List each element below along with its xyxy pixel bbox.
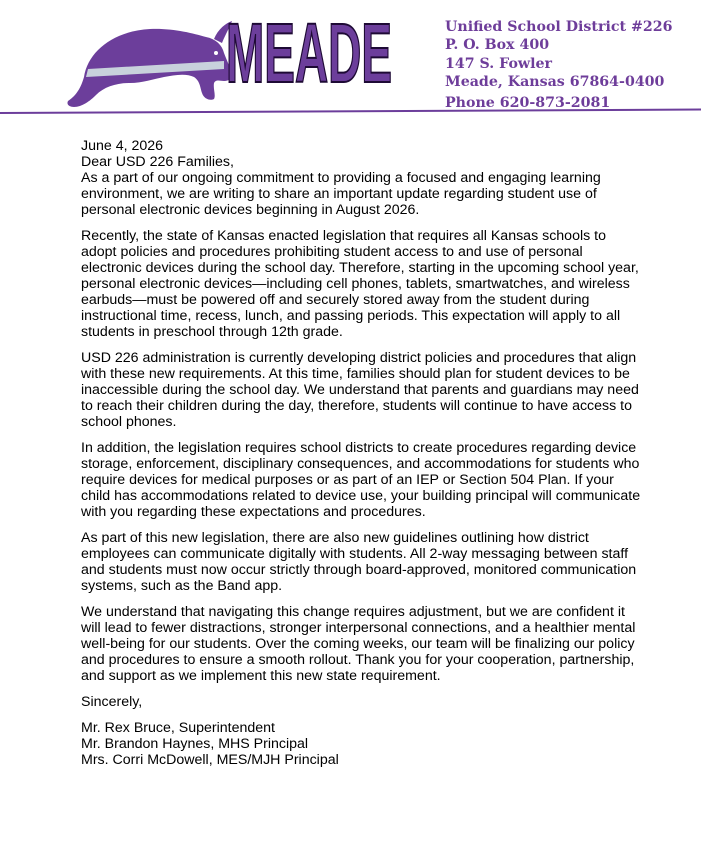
letterhead-divider [0,108,701,114]
phone-number: Phone 620-873-2081 [445,95,611,112]
signature-superintendent: Mr. Rex Bruce, Superintendent [81,720,275,736]
district-contact-block [445,18,695,112]
signature-mhs-principal: Mr. Brandon Haynes, MHS Principal [81,736,309,752]
letter-body [81,138,641,768]
po-box: P. O. Box 400 [445,37,550,54]
paragraph-accommodations: In addition, the legislation requires school districts to create procedures regarding device storage, enforcement, disciplinary consequences, and accommodations for students who require devices for medical purposes or as part of an IEP or Section 504 Plan. If your child has accommodations related to device use, your building principal will communicate with you regarding these expectations and procedures. [81,440,641,520]
street-address: 147 S. Fowler [445,55,553,72]
meade-wordmark [224,10,394,90]
signature-mes-mjh-principal: Mrs. Corri McDowell, MES/MJH Principal [81,752,339,768]
city-state-zip: Meade, Kansas 67864-0400 [445,73,665,90]
letterhead [0,0,701,114]
closing: Sincerely, [81,694,143,710]
signature-block [81,720,641,768]
paragraph-administration: USD 226 administration is currently developing district policies and procedures that align with these new requirements. At this time, families should plan for student devices to be inaccessible during the school day. We understand that parents and guardians may need to reach their children during the day, therefore, students will continue to have access to school phones. [81,350,639,430]
paragraph-communication: As part of this new legislation, there are also new guidelines outlining how district employees can communicate digitally with students. All 2-way messaging between staff and students must now occur strictly through board-approved, monitored communication systems, such as the Band app. [81,530,637,594]
paragraph-legislation: Recently, the state of Kansas enacted legislation that requires all Kansas schools to adopt policies and procedures prohibiting student access to and use of personal electronic devices during the school day. Therefore, starting in the upcoming school year, personal electronic devices—including cell phones, tablets, smartwatches, and wireless earbuds—must be powered off and securely stored away from the student during instructional time, recess, lunch, and passing periods. This expectation will apply to all students in preschool through 12th grade. [81,228,639,340]
district-name: Unified School District #226 [445,19,673,35]
bison-logo-icon [64,17,234,109]
logo-text: MEADE [226,10,392,90]
paragraph-intro: As a part of our ongoing commitment to providing a focused and engaging learning environment, we are writing to share an important update regarding student use of personal electronic devices beginning in August 2026. [81,170,601,218]
salutation: Dear USD 226 Families, [81,154,234,170]
paragraph-closing-remarks: We understand that navigating this change requires adjustment, but we are confident it will lead to fewer distractions, stronger interpersonal connections, and a healthier mental well-being for our students. Over the coming weeks, our team will be finalizing our policy and procedures to ensure a smooth rollout. Thank you for your cooperation, partnership, and support as we implement this new state requirement. [81,604,636,684]
letter-date: June 4, 2026 [81,138,164,154]
